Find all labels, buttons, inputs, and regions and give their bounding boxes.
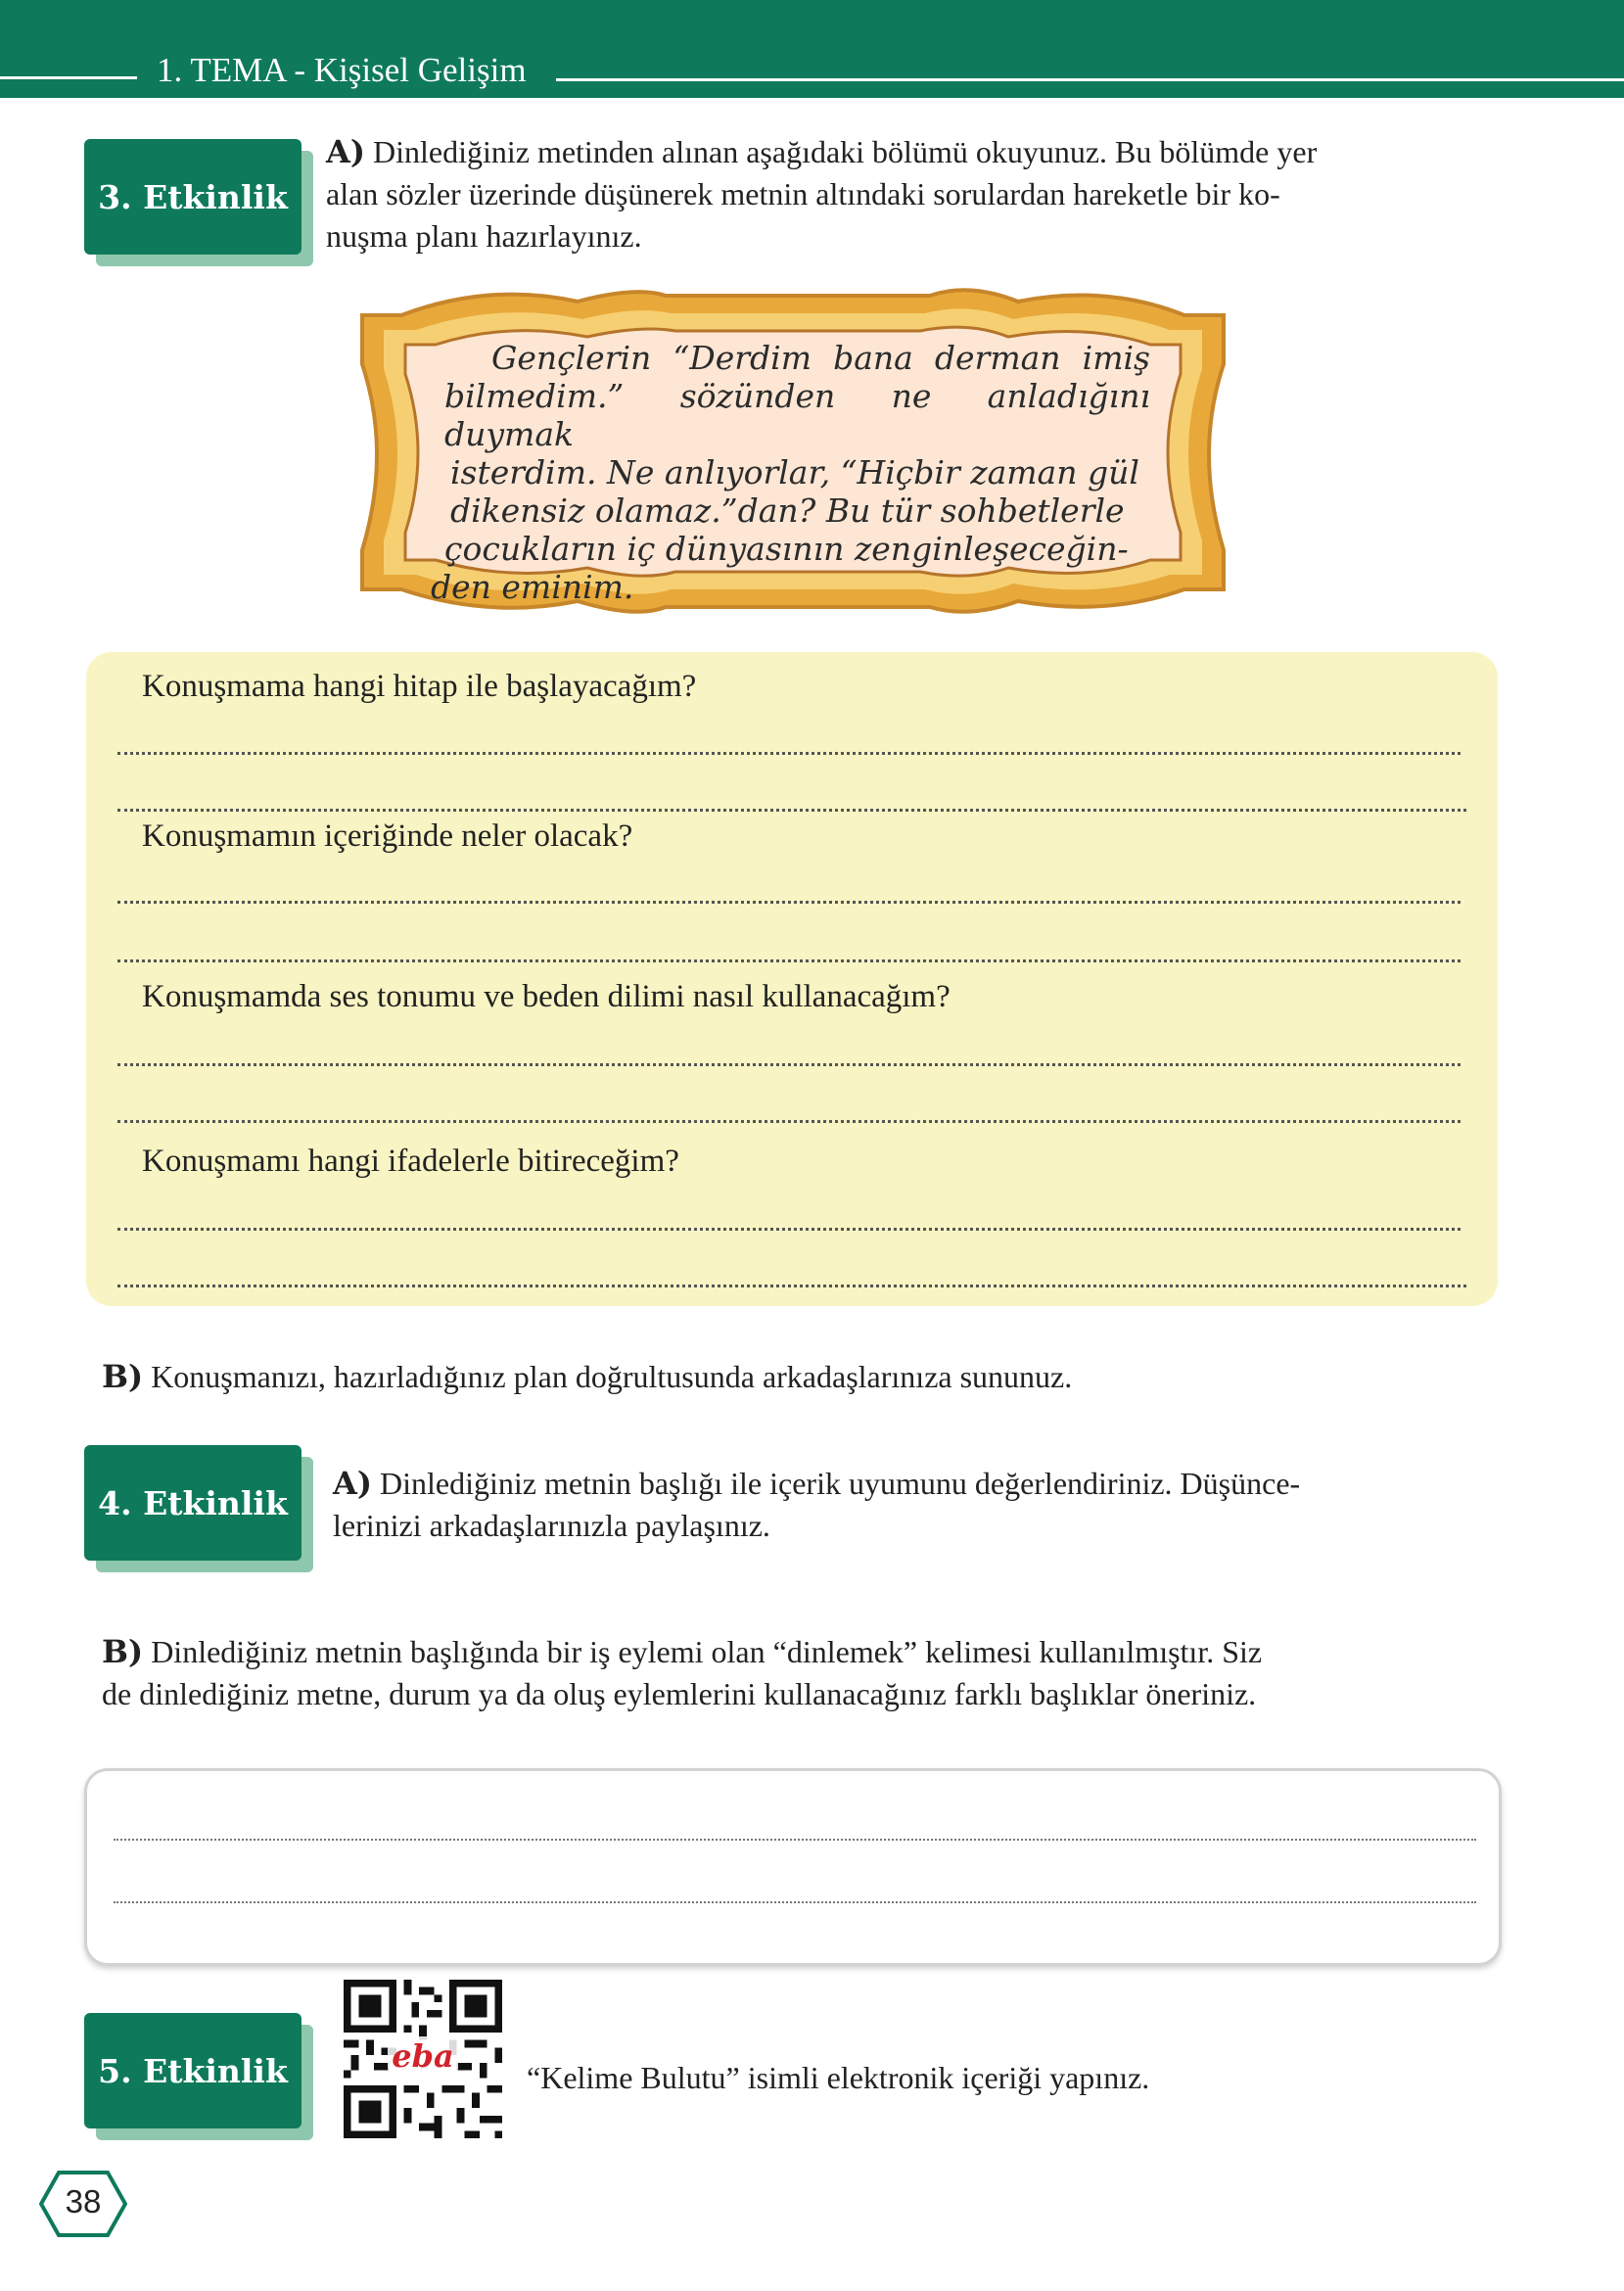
question-voice-body: Konuşmamda ses tonumu ve beden dilimi nasıl kullanacağım? [142, 979, 951, 1014]
theme-title: 1. TEMA - Kişisel Gelişim [157, 51, 527, 89]
instruction-line: B) Dinlediğiniz metnin başlığında bir iş eylemi olan “dinlemek” kelimesi kullanılmıştır. Siz [102, 1633, 1263, 1670]
question-content: Konuşmamın içeriğinde neler olacak? [142, 818, 633, 854]
instruction-line: alan sözler üzerinde düşünerek metnin altındaki sorulardan hareketle bir ko- [326, 176, 1280, 211]
quote-line: den eminim. [431, 568, 634, 606]
instruction-line: de dinlediğiniz metne, durum ya da oluş eylemlerini kullanacağınız farklı başlıklar öneriniz. [102, 1676, 1257, 1711]
activity-4-b-instruction [102, 1631, 1502, 1715]
quote-line: Gençlerin “Derdim bana derman imiş [491, 339, 1150, 377]
answer-line[interactable] [117, 809, 1466, 812]
activity-3-a-instruction [326, 131, 1501, 257]
page-number: 38 [65, 2183, 102, 2220]
quote-line: isterdim. Ne anlıyorlar, “Hiçbir zaman gül [450, 453, 1139, 491]
answer-line[interactable] [117, 1285, 1466, 1287]
activity-4-badge [84, 1445, 302, 1561]
activity-4-a-instruction [333, 1463, 1508, 1547]
activity-5-badge [84, 2013, 302, 2128]
question-greeting: Konuşmama hangi hitap ile başlayacağım? [142, 669, 697, 704]
answer-line[interactable] [117, 901, 1461, 904]
activity-3-label: 3. Etkinlik [84, 139, 302, 255]
activity-5-label: 5. Etkinlik [84, 2013, 302, 2128]
answer-line[interactable] [117, 1063, 1461, 1066]
answer-line[interactable] [114, 1901, 1476, 1903]
activity-5-instruction: “Kelime Bulutu” isimli elektronik içeriği yapınız. [527, 2060, 1150, 2095]
answer-line[interactable] [114, 1839, 1476, 1841]
answer-line[interactable] [117, 752, 1461, 755]
answer-line[interactable] [117, 959, 1461, 962]
instruction-line: A) Dinlediğiniz metinden alınan aşağıdaki bölümü okuyunuz. Bu bölümde yer [326, 133, 1318, 170]
answer-line[interactable] [117, 1228, 1461, 1231]
instruction-line: A) Dinlediğiniz metnin başlığı ile içerik uyumunu değerlendiriniz. Düşünce- [333, 1465, 1301, 1502]
answer-line[interactable] [117, 1120, 1461, 1123]
title-suggestions-box[interactable] [84, 1768, 1502, 1966]
quote-line: dikensiz olamaz.”dan? Bu tür sohbetlerle [450, 491, 1125, 530]
eba-logo: eba [388, 2036, 458, 2076]
activity-3-b-instruction: B) Konuşmanızı, hazırladığınız plan doğrultusunda arkadaşlarınıza sununuz. [102, 1358, 1073, 1395]
quote-line: bilmedim.” sözünden ne anladığını duymak [444, 377, 1150, 453]
quote-line: çocukların iç dünyasının zenginleşeceğin- [444, 530, 1129, 568]
question-closing: Konuşmamı hangi ifadelerle bitireceğim? [142, 1144, 679, 1179]
activity-4-label: 4. Etkinlik [84, 1445, 302, 1561]
instruction-line: nuşma planı hazırlayınız. [326, 218, 642, 254]
quote-text [431, 339, 1150, 606]
activity-3-badge [84, 139, 302, 255]
instruction-line: lerinizi arkadaşlarınızla paylaşınız. [333, 1508, 770, 1543]
header-rule-right [556, 78, 1624, 81]
header-rule-left [0, 76, 137, 79]
